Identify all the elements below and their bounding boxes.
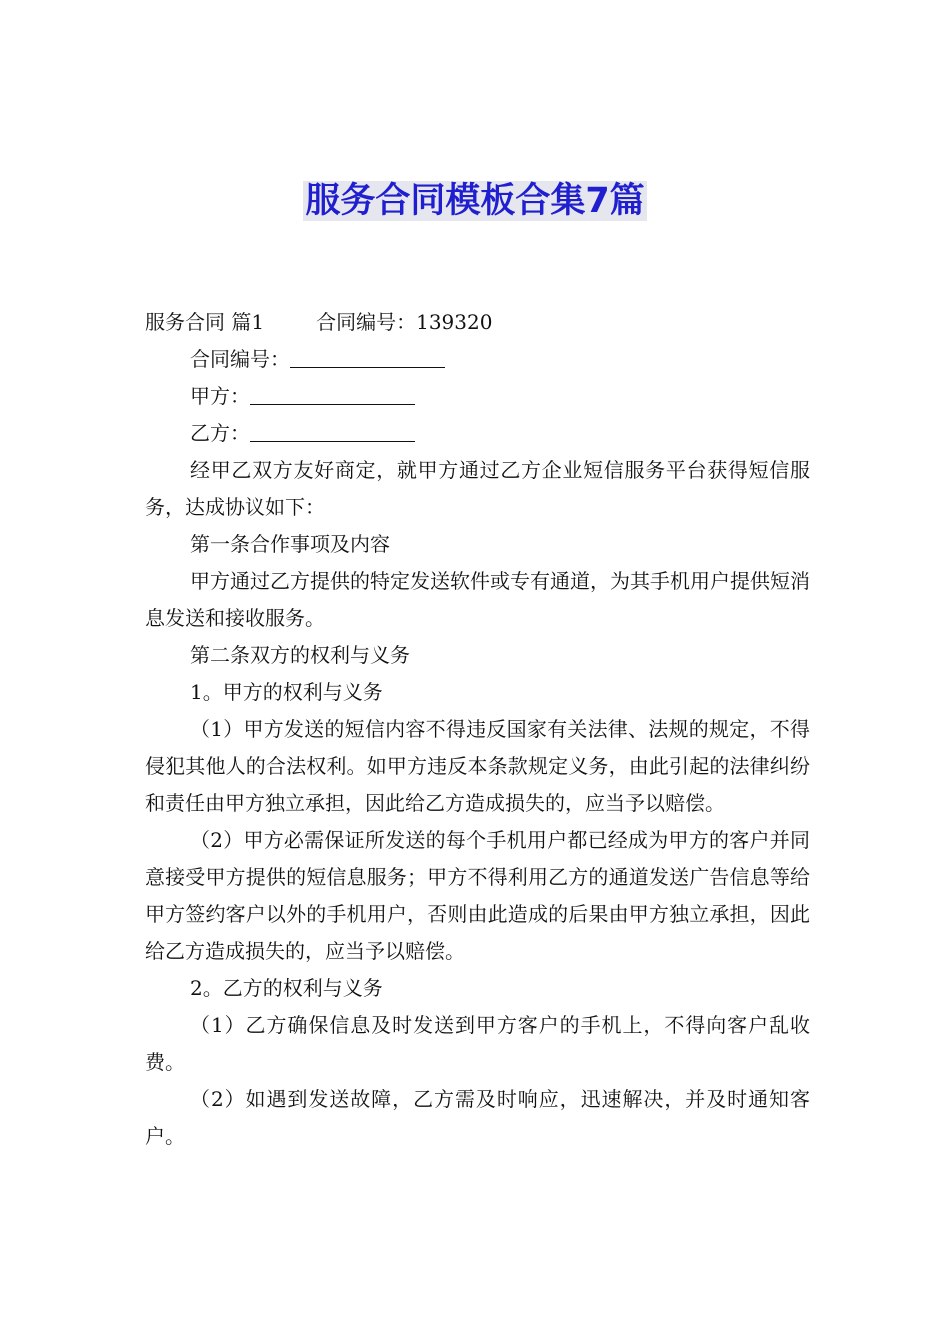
document-body [145, 304, 810, 1155]
document-title-text: 服务合同模板合集7篇 [305, 181, 645, 221]
article-heading: 第一条合作事项及内容 [190, 532, 390, 556]
subsection-heading: 1。甲方的权利与义务 [190, 680, 383, 704]
paragraph: （2）如遇到发送故障，乙方需及时响应，迅速解决，并及时通知客户。 [145, 1087, 810, 1148]
paragraph: （2）甲方必需保证所发送的每个手机用户都已经成为甲方的客户并同意接受甲方提供的短信息服务；甲方不得利用乙方的通道发送广告信息等给甲方签约客户以外的手机用户，否则由此造成的后果由甲方独立承担，因此给乙方造成损失的，应当予以赔偿。 [145, 828, 810, 963]
paragraph: 甲方通过乙方提供的特定发送软件或专有通道，为其手机用户提供短消息发送和接收服务。 [145, 569, 810, 630]
header-line [145, 304, 810, 341]
document-title [0, 176, 950, 226]
contract-number: 合同编号：139320 [316, 310, 493, 334]
paragraph: （1）乙方确保信息及时发送到甲方客户的手机上，不得向客户乱收费。 [145, 1013, 810, 1074]
section-heading: 服务合同 篇1 [145, 310, 265, 334]
paragraph: 经甲乙双方友好商定，就甲方通过乙方企业短信服务平台获得短信服务，达成协议如下： [145, 458, 810, 519]
party-a-blank [250, 384, 415, 405]
contract-no-blank [290, 347, 445, 368]
subsection-heading: 2。乙方的权利与义务 [190, 976, 383, 1000]
party-a-field [145, 378, 810, 415]
party-b-label: 乙方： [190, 421, 250, 445]
party-b-blank [250, 421, 415, 442]
paragraph: （1）甲方发送的短信内容不得违反国家有关法律、法规的规定，不得侵犯其他人的合法权利。如甲方违反本条款规定义务，由此引起的法律纠纷和责任由甲方独立承担，因此给乙方造成损失的，应当予以赔偿。 [145, 717, 810, 815]
contract-no-label: 合同编号： [190, 347, 290, 371]
party-b-field [145, 415, 810, 452]
party-a-label: 甲方： [190, 384, 250, 408]
contract-no-field [145, 341, 810, 378]
article-heading: 第二条双方的权利与义务 [190, 643, 410, 667]
